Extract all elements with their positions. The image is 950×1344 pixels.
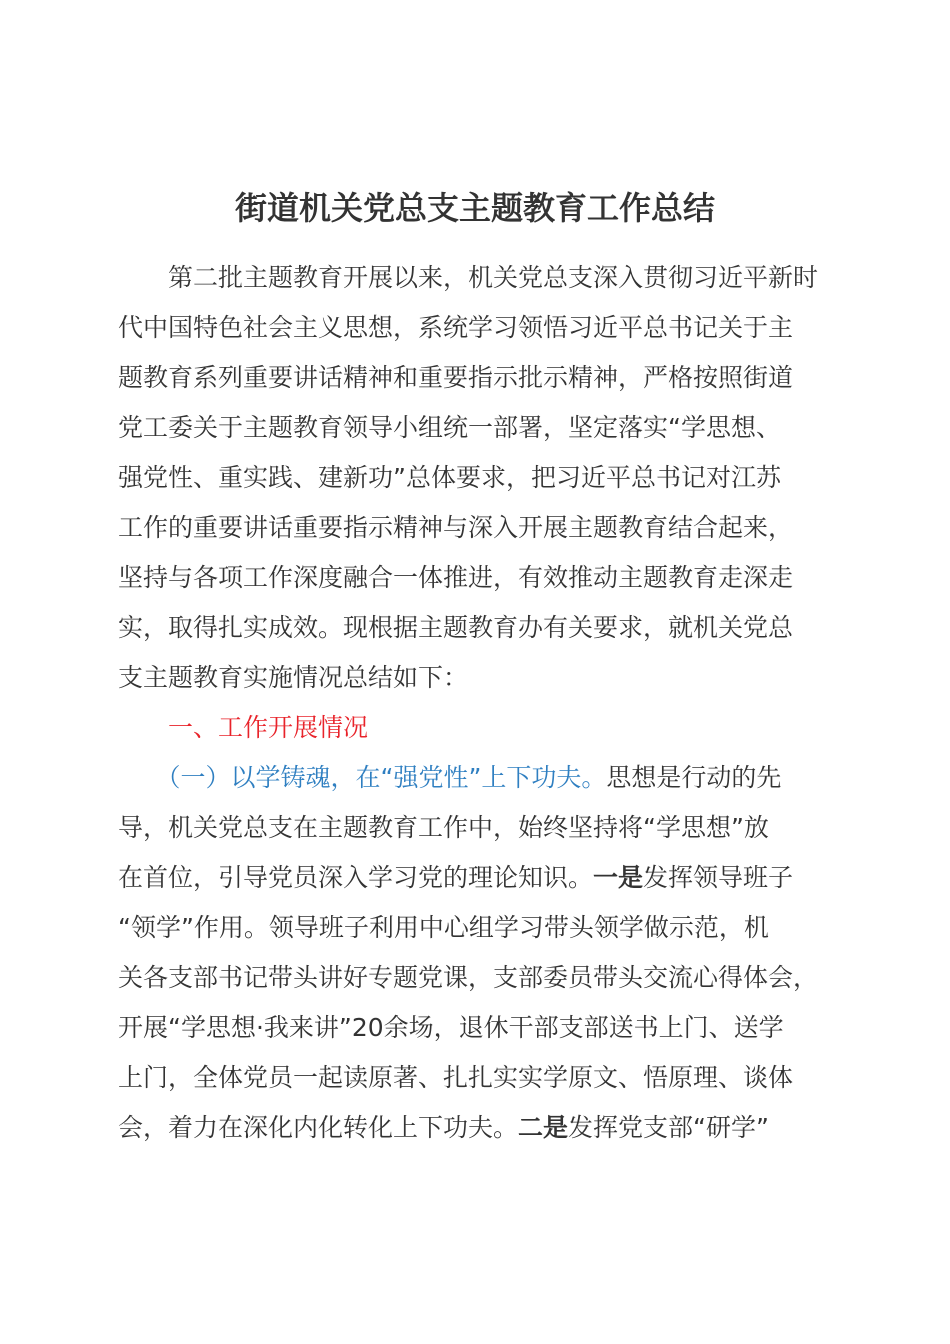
paragraph-line: 工作的重要讲话重要指示精神与深入开展主题教育结合起来， [118,513,794,542]
section-heading: 一、工作开展情况 [118,713,369,742]
bold-marker: 二是 [518,1113,569,1142]
paragraph-line: 代中国特色社会主义思想，系统学习领悟习近平总书记关于主 [118,313,794,342]
paragraph-line: 开展“学思想·我来讲”20余场，退休干部支部送书上门、送学 [118,1013,784,1042]
paragraph-text: 在首位，引导党员深入学习党的理论知识。 [118,863,594,892]
paragraph-line: 第二批主题教育开展以来，机关党总支深入贯彻习近平新时 [118,263,819,292]
paragraph-line: 支主题教育实施情况总结如下： [118,663,469,692]
paragraph-line: 上门，全体党员一起读原著、扎扎实实学原文、悟原理、谈体 [118,1063,794,1092]
paragraph-line: 关各支部书记带头讲好专题党课，支部委员带头交流心得体会， [118,963,819,992]
subsection-line [118,753,858,803]
paragraph-text: 会，着力在深化内化转化上下功夫。 [118,1113,519,1142]
document-title: 街道机关党总支主题教育工作总结 [234,189,715,227]
paragraph-line [118,853,858,903]
subsection-text: 思想是行动的先 [606,763,782,792]
paragraph-line: 党工委关于主题教育领导小组统一部署，坚定落实“学思想、 [118,413,781,442]
paragraph-text: 发挥党支部“研学” [568,1113,769,1142]
paragraph-line: 实，取得扎实成效。现根据主题教育办有关要求，就机关党总 [118,613,794,642]
bold-marker: 一是 [593,863,644,892]
paragraph-line [118,1103,858,1153]
paragraph-line: 题教育系列重要讲话精神和重要指示批示精神，严格按照街道 [118,363,794,392]
paragraph-line: 导，机关党总支在主题教育工作中，始终坚持将“学思想”放 [118,813,769,842]
subsection-heading: （一）以学铸魂，在“强党性”上下功夫。 [118,763,607,792]
paragraph-line: 强党性、重实践、建新功”总体要求，把习近平总书记对江苏 [118,463,781,492]
paragraph-text: 发挥领导班子 [643,863,794,892]
paragraph-line: 坚持与各项工作深度融合一体推进，有效推动主题教育走深走 [118,563,794,592]
paragraph-line: “领学”作用。领导班子利用中心组学习带头领学做示范，机 [118,913,769,942]
